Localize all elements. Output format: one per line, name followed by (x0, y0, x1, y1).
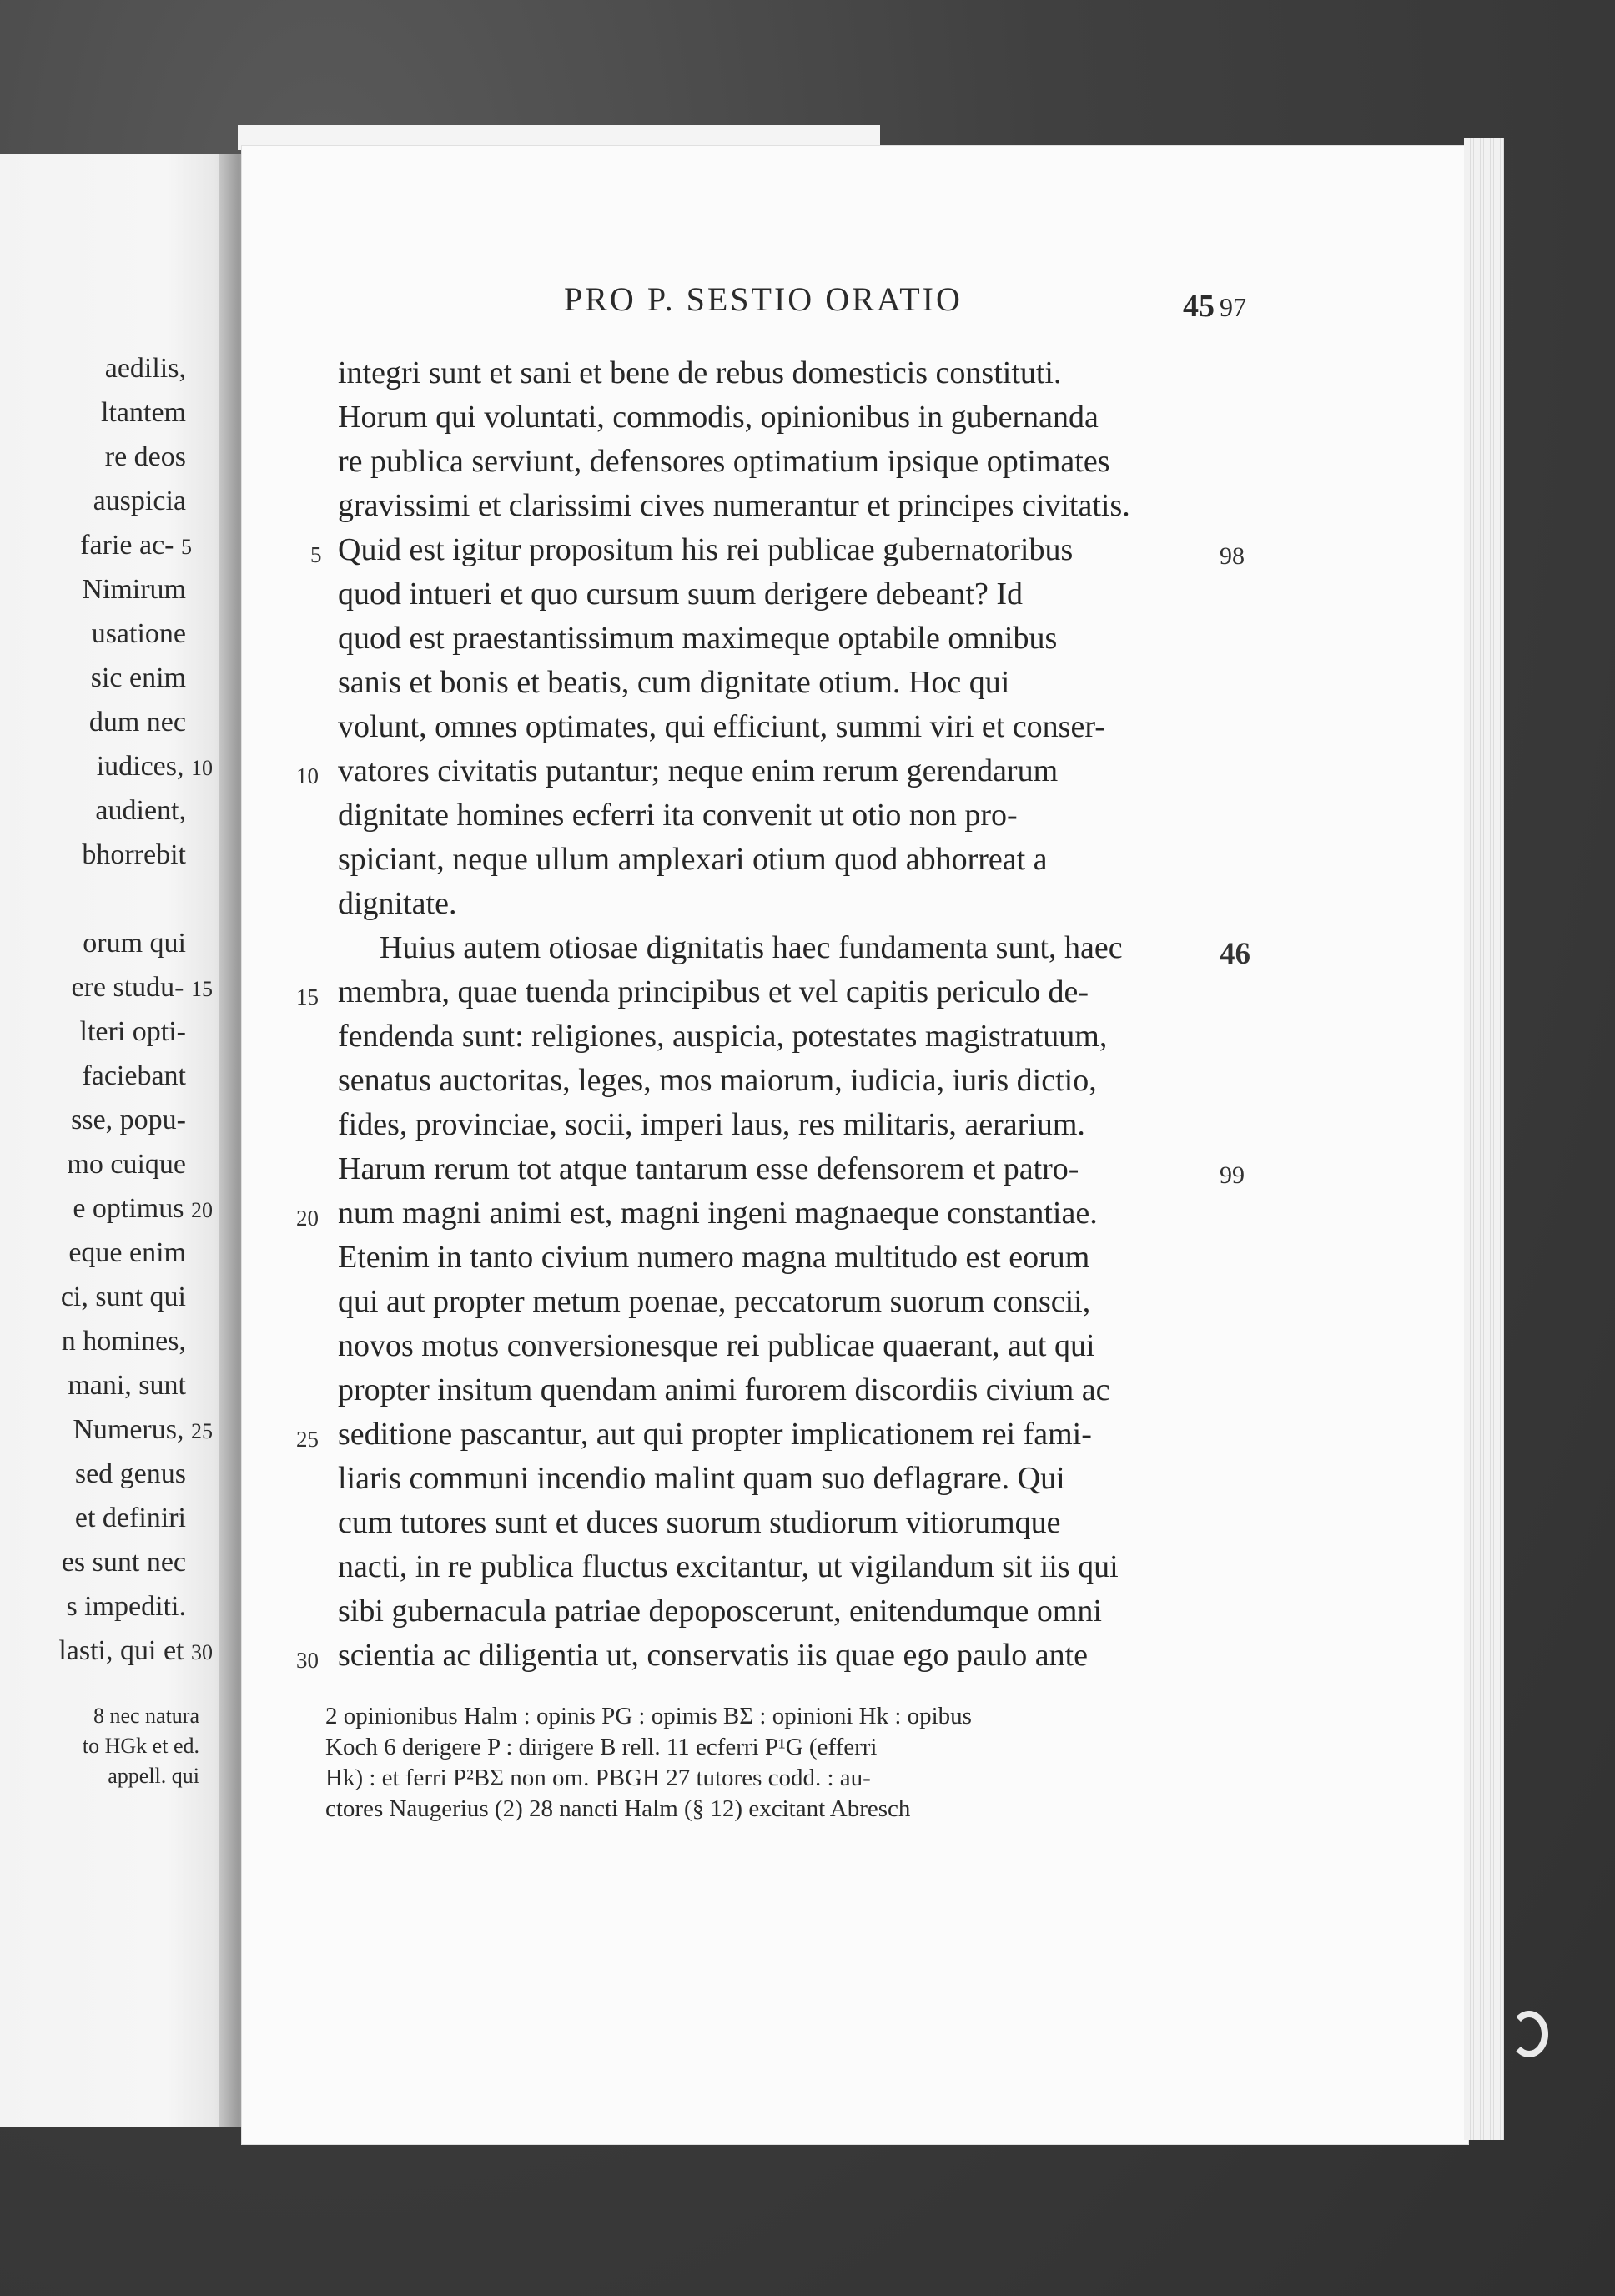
text-line: novos motus conversionesque rei publicae quaerant, aut qui (338, 1328, 1095, 1363)
left-line: aedilis, (104, 353, 186, 384)
left-line: iudices, 10 (96, 751, 213, 782)
left-page (0, 154, 238, 2127)
text-line: quod est praestantissimum maximeque optabile omnibus (338, 621, 1058, 656)
section-number: 45 (1183, 289, 1215, 324)
left-line-number: 15 (191, 977, 213, 1001)
left-line: mani, sunt (68, 1370, 186, 1401)
left-line: dum nec (88, 707, 186, 738)
text-line: nacti, in re publica fluctus excitantur, ut vigilandum sit iis qui (338, 1549, 1119, 1584)
text-line: fides, provinciae, socii, imperi laus, res militaris, aerarium. (338, 1107, 1085, 1142)
left-line: s impediti. (66, 1591, 186, 1622)
left-line: orum qui (83, 928, 186, 959)
left-line: faciebant (82, 1060, 186, 1091)
left-line: sic enim (90, 662, 186, 693)
left-line: re deos (104, 441, 186, 472)
apparatus-line: Koch 6 derigere P : dirigere B rell. 11 ecferri P¹G (efferri (325, 1734, 878, 1760)
text-line-paragraph-start: Huius autem otiosae dignitatis haec fundamenta sunt, haec (380, 930, 1123, 965)
text-line: Harum rerum tot atque tantarum esse defensorem et patro- (338, 1151, 1079, 1186)
margin-reference: 99 (1220, 1161, 1245, 1189)
left-line: e optimus 20 (73, 1193, 213, 1224)
left-line: Nimirum (82, 574, 186, 605)
page-number (1183, 288, 1246, 325)
text-line: vatores civitatis putantur; neque enim rerum gerendarum (338, 753, 1059, 788)
left-line: ere studu- 15 (71, 972, 213, 1003)
left-line: audient, (95, 795, 186, 826)
margin-reference: 98 (1220, 542, 1245, 570)
text-line: re publica serviunt, defensores optimatium ipsique optimates (338, 444, 1110, 479)
text-line: liaris communi incendio malint quam suo deflagrare. Qui (338, 1461, 1065, 1496)
left-line-number: 20 (191, 1198, 213, 1222)
apparatus-line: Hk) : et ferri P²BΣ non om. PBGH 27 tutores codd. : au- (325, 1765, 871, 1791)
apparatus-line: ctores Naugerius (2) 28 nancti Halm (§ 12) excitant Abresch (325, 1795, 911, 1822)
left-line: auspicia (93, 486, 186, 516)
text-line: cum tutores sunt et duces suorum studiorum vitiorumque (338, 1505, 1061, 1540)
text-line: integri sunt et sani et bene de rebus domesticis constituti. (338, 355, 1062, 390)
text-line: senatus auctoritas, leges, mos maiorum, iudicia, iuris dictio, (338, 1063, 1097, 1098)
text-line: propter insitum quendam animi furorem discordiis civium ac (338, 1372, 1110, 1407)
left-line: ltantem (101, 397, 186, 428)
text-line: spiciant, neque ullum amplexari otium quod abhorreat a (338, 842, 1048, 877)
left-footnote: to HGk et ed. (82, 1734, 199, 1758)
margin-section-reference: 46 (1220, 937, 1250, 971)
text-line: quod intueri et quo cursum suum derigere debeant? Id (338, 577, 1023, 612)
line-number: 30 (296, 1648, 319, 1673)
left-line: eque enim (68, 1237, 186, 1268)
left-line: lteri opti- (79, 1016, 186, 1047)
left-line: et definiri (74, 1503, 186, 1533)
page-stack-edge (1464, 138, 1504, 2140)
text-line: gravissimi et clarissimi cives numerantur et principes civitatis. (338, 488, 1130, 523)
text-line: sanis et bonis et beatis, cum dignitate otium. Hoc qui (338, 665, 1010, 700)
apparatus-line: 2 opinionibus Halm : opinis PG : opimis BΣ : opinioni Hk : opibus (325, 1703, 972, 1730)
line-number: 10 (296, 763, 319, 788)
left-line: bhorrebit (82, 839, 186, 870)
line-number: 25 (296, 1427, 319, 1452)
text-line: qui aut propter metum poenae, peccatorum suorum conscii, (338, 1284, 1091, 1319)
left-line: ci, sunt qui (60, 1281, 186, 1312)
left-footnote: 8 nec natura (93, 1704, 199, 1728)
text-line: dignitate. (338, 886, 457, 921)
text-line: num magni animi est, magni ingeni magnaeque constantiae. (338, 1196, 1098, 1231)
left-line: es sunt nec (61, 1547, 186, 1578)
left-line-number: 5 (181, 535, 192, 559)
text-line: dignitate homines ecferri ita convenit ut otio non pro- (338, 798, 1018, 833)
text-line: Etenim in tanto civium numero magna multitudo est eorum (338, 1240, 1090, 1275)
left-footnote: appell. qui (108, 1764, 199, 1788)
text-line: fendenda sunt: religiones, auspicia, potestates magistratuum, (338, 1019, 1108, 1054)
left-line-number: 25 (191, 1419, 213, 1443)
text-line: Quid est igitur propositum his rei publicae gubernatoribus (338, 532, 1074, 567)
left-line-number: 30 (191, 1640, 213, 1664)
text-line: sibi gubernacula patriae depoposcerunt, enitendumque omni (338, 1594, 1102, 1629)
line-number: 20 (296, 1206, 319, 1231)
left-line: mo cuique (67, 1149, 186, 1180)
scan-artifact-mark (1510, 2011, 1548, 2057)
line-number: 15 (296, 984, 319, 1010)
left-line: n homines, (61, 1326, 186, 1357)
line-number: 5 (310, 542, 322, 567)
running-head: PRO P. SESTIO ORATIO (564, 280, 963, 318)
left-line: usatione (91, 618, 186, 649)
left-line: lasti, qui et 30 (58, 1635, 213, 1666)
text-line: Horum qui voluntati, commodis, opinionibus in gubernanda (338, 400, 1099, 435)
text-line: membra, quae tuenda principibus et vel capitis periculo de- (338, 974, 1089, 1010)
left-line: sse, popu- (71, 1105, 186, 1135)
text-line: scientia ac diligentia ut, conservatis iis quae ego paulo ante (338, 1638, 1089, 1673)
left-line: sed genus (74, 1458, 186, 1489)
page-number-value: 97 (1220, 292, 1246, 322)
text-line: seditione pascantur, aut qui propter implicationem rei fami- (338, 1417, 1092, 1452)
left-line-number: 10 (191, 756, 213, 780)
left-line: farie ac- 5 (80, 530, 192, 561)
left-line: Numerus, 25 (73, 1414, 213, 1445)
text-line: volunt, omnes optimates, qui efficiunt, summi viri et conser- (338, 709, 1105, 744)
